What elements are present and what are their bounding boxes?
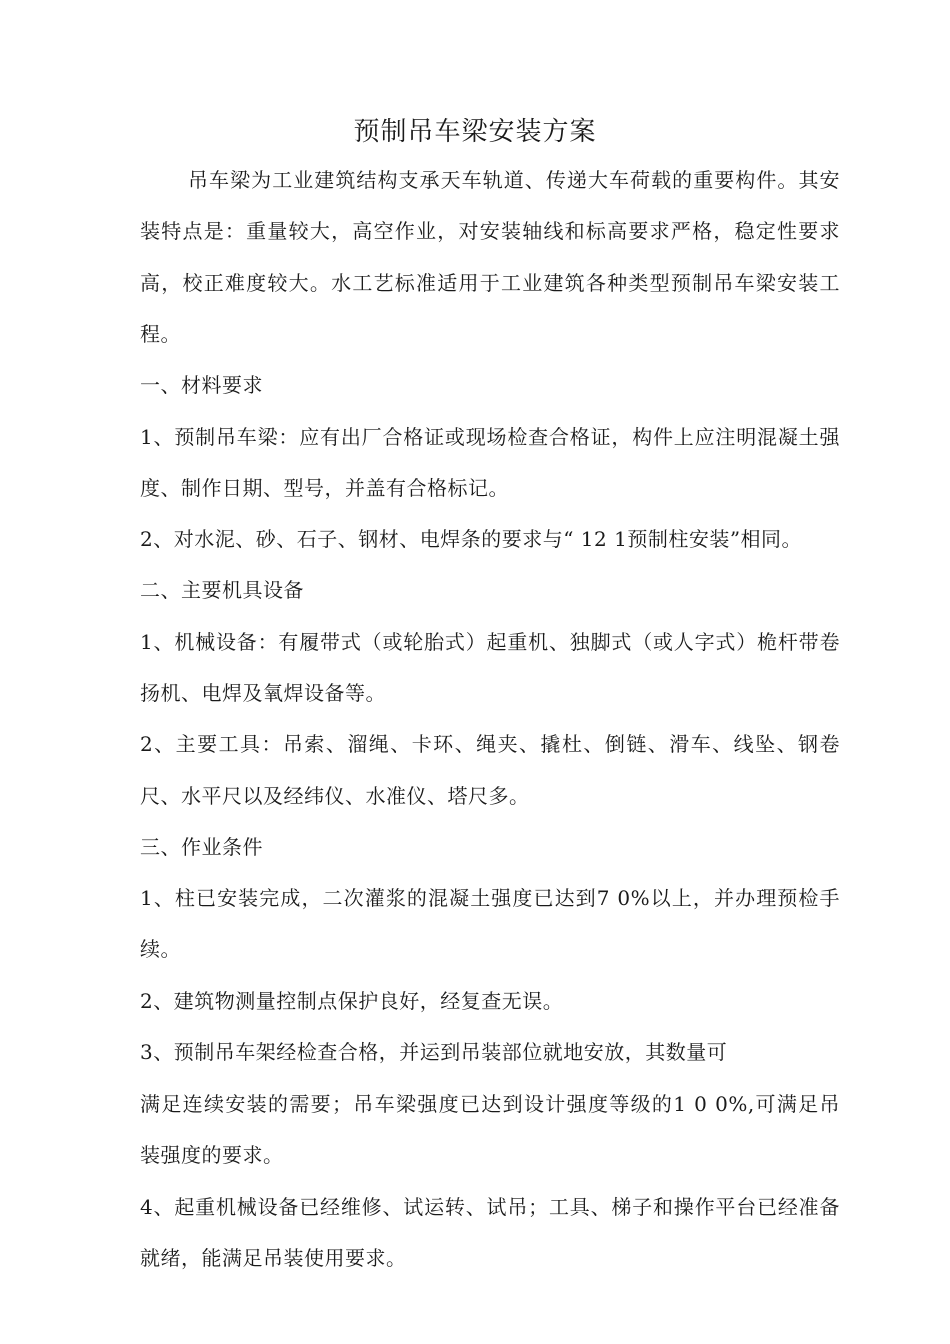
section-heading: 三、作业条件 (140, 835, 263, 859)
paragraph-line: 4、起重机械设备已经维修、试运转、试吊；工具、梯子和操作平台已经准备 (140, 1195, 840, 1219)
paragraph-line: 1、柱已安装完成，二次灌浆的混凝土强度已达到7 0%以上，并办理预检手 (140, 886, 840, 910)
section-heading: 二、主要机具设备 (140, 578, 304, 602)
paragraph-line: 装特点是：重量较大，高空作业，对安装轴线和标高要求严格，稳定性要求 (140, 219, 840, 243)
paragraph-line: 度、制作日期、型号，并盖有合格标记。 (140, 476, 509, 500)
paragraph-line: 装强度的要求。 (140, 1143, 284, 1167)
paragraph-line: 1、预制吊车梁：应有出厂合格证或现场检查合格证，构件上应注明混凝土强 (140, 425, 840, 449)
paragraph-line: 吊车梁为工业建筑结构支承天车轨道、传递大车荷载的重要构件。其安 (188, 168, 840, 192)
document-title: 预制吊车梁安装方案 (353, 117, 597, 147)
paragraph-line: 满足连续安装的需要；吊车梁强度已达到设计强度等级的1 0 0%,可满足吊 (140, 1092, 840, 1116)
paragraph-line: 2、建筑物测量控制点保护良好，经复查无误。 (140, 989, 564, 1013)
section-heading: 一、材料要求 (140, 373, 263, 397)
paragraph-line: 扬机、电焊及氧焊设备等。 (140, 681, 386, 705)
paragraph-line: 2、主要工具：吊索、溜绳、卡环、绳夹、撬杜、倒链、滑车、线坠、钢卷 (140, 732, 840, 756)
paragraph-line: 高，校正难度较大。水工艺标准适用于工业建筑各种类型预制吊车梁安装工 (140, 271, 840, 295)
paragraph-line: 3、预制吊车架经检查合格，并运到吊装部位就地安放，其数量可 (140, 1040, 728, 1064)
paragraph-line: 续。 (140, 937, 181, 961)
paragraph-line: 程。 (140, 322, 181, 346)
paragraph-line: 尺、水平尺以及经纬仪、水准仪、塔尺多。 (140, 784, 530, 808)
paragraph-line: 2、对水泥、砂、石子、钢材、电焊条的要求与“ 12 1预制柱安装”相同。 (140, 527, 803, 551)
paragraph-line: 1、机械设备：有履带式（或轮胎式）起重机、独脚式（或人字式）桅杆带卷 (140, 630, 840, 654)
paragraph-line: 就绪，能满足吊装使用要求。 (140, 1246, 407, 1270)
